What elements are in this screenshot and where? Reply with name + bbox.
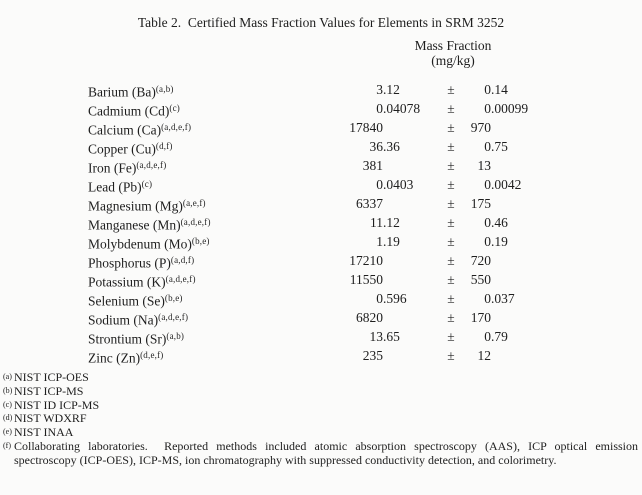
value-integer-part: 11 xyxy=(370,215,383,230)
plus-minus-symbol: ± xyxy=(447,329,455,344)
uncertainty-fraction-part: .00099 xyxy=(491,101,529,116)
uncertainty-integer-part: 550 xyxy=(470,272,491,287)
element-method-refs: (c) xyxy=(141,179,153,189)
footnote-marker: (e) xyxy=(3,427,12,436)
plus-minus-symbol: ± xyxy=(447,253,455,268)
element-label: Iron (Fe) xyxy=(88,160,137,176)
footnote-text: NIST INAA xyxy=(14,425,74,439)
value-integer-part: 6337 xyxy=(356,196,383,211)
footnote-text: NIST WDXRF xyxy=(14,411,87,426)
element-label: Copper (Cu) xyxy=(88,141,156,157)
footnote xyxy=(0,412,642,426)
value-fraction-part: .12 xyxy=(383,215,400,230)
plus-minus-symbol: ± xyxy=(447,196,455,211)
element-method-refs: (a,d,f) xyxy=(170,255,195,265)
plus-minus-symbol: ± xyxy=(447,348,455,363)
uncertainty-fraction-part: .79 xyxy=(491,329,508,344)
uncertainty-fraction-part: .19 xyxy=(491,234,508,249)
plus-minus-symbol: ± xyxy=(447,101,455,116)
value-integer-part: 0 xyxy=(376,101,383,116)
footnote xyxy=(0,399,642,413)
uncertainty-fraction-part: .037 xyxy=(491,291,515,306)
uncertainty-integer-part: 0 xyxy=(484,215,491,230)
uncertainty-fraction-part: .0042 xyxy=(491,177,522,192)
element-method-refs: (a,d,e,f) xyxy=(136,160,167,170)
value-fraction-part: .04078 xyxy=(383,101,421,116)
mass-fraction-column-header xyxy=(415,38,492,68)
element-method-refs: (d,e,f) xyxy=(140,350,164,360)
value-fraction-part: .12 xyxy=(383,82,400,97)
footnote xyxy=(0,426,642,440)
element-method-refs: (a,d,e,f) xyxy=(180,217,211,227)
uncertainty-integer-part: 13 xyxy=(477,158,491,173)
plus-minus-symbol: ± xyxy=(447,291,455,306)
element-method-refs: (c) xyxy=(169,103,180,113)
value-fraction-part: .0403 xyxy=(383,177,414,192)
value-integer-part: 13 xyxy=(369,329,383,344)
table-title: Table 2. Certified Mass Fraction Values for Elements in SRM 3252 xyxy=(137,15,505,30)
value-fraction-part: .36 xyxy=(383,139,400,154)
table-row xyxy=(0,137,642,156)
element-label: Selenium (Se) xyxy=(88,293,165,309)
element-method-refs: (a,b) xyxy=(155,84,174,94)
plus-minus-symbol: ± xyxy=(447,310,455,325)
uncertainty-integer-part: 12 xyxy=(477,348,491,363)
value-fraction-part: .65 xyxy=(383,329,400,344)
uncertainty-integer-part: 0 xyxy=(484,177,491,192)
uncertainty-integer-part: 175 xyxy=(470,196,491,211)
table-row xyxy=(0,118,642,137)
uncertainty-integer-part: 720 xyxy=(470,253,491,268)
plus-minus-symbol: ± xyxy=(447,177,455,192)
uncertainty-integer-part: 970 xyxy=(470,120,491,135)
value-integer-part: 0 xyxy=(376,291,383,306)
uncertainty-integer-part: 0 xyxy=(484,82,491,97)
table-row xyxy=(0,308,642,327)
uncertainty-fraction-part: .75 xyxy=(491,139,508,154)
element-method-refs: (a,e,f) xyxy=(182,198,206,208)
element-method-refs: (b,e) xyxy=(191,236,210,246)
uncertainty-integer-part: 0 xyxy=(484,101,491,116)
footnote-text: NIST ICP-OES xyxy=(14,370,89,384)
footnote-text: spectroscopy (ICP-OES), ICP-MS, ion chromatography with suppressed conductivity detection, and colorimetry. xyxy=(14,452,557,467)
table-rows xyxy=(0,80,642,365)
value-fraction-part: .19 xyxy=(383,234,400,249)
value-integer-part: 1 xyxy=(376,234,383,249)
element-method-refs: (a,d,e,f) xyxy=(165,274,196,284)
footnote-marker: (c) xyxy=(3,399,12,409)
plus-minus-symbol: ± xyxy=(447,120,455,135)
plus-minus-symbol: ± xyxy=(447,82,455,97)
element-label: Cadmium (Cd) xyxy=(88,103,170,119)
element-label: Sodium (Na) xyxy=(88,312,159,328)
element-label: Strontium (Sr) xyxy=(88,331,167,347)
value-integer-part: 3 xyxy=(376,82,383,97)
uncertainty-fraction-part: .14 xyxy=(491,82,508,97)
table-row xyxy=(0,251,642,270)
element-label: Magnesium (Mg) xyxy=(88,198,183,214)
footnote-text: Collaborating laboratories. Reported methods included atomic absorption spectroscopy (AAS), ICP optical emission xyxy=(14,438,638,453)
uncertainty-integer-part: 0 xyxy=(484,329,491,344)
mass-fraction-header-line1: Mass Fraction xyxy=(414,38,492,53)
table-row xyxy=(0,80,642,99)
plus-minus-symbol: ± xyxy=(447,215,455,230)
value-integer-part: 0 xyxy=(376,177,383,192)
value-fraction-part: .596 xyxy=(383,291,407,306)
table-row xyxy=(0,289,642,308)
element-method-refs: (b,e) xyxy=(164,293,183,303)
uncertainty-integer-part: 0 xyxy=(484,234,491,249)
plus-minus-symbol: ± xyxy=(447,234,455,249)
element-label: Calcium (Ca) xyxy=(88,122,162,138)
footnote-text: NIST ID ICP-MS xyxy=(14,397,100,412)
element-label: Molybdenum (Mo) xyxy=(88,236,192,252)
table-row xyxy=(0,99,642,118)
table-row xyxy=(0,194,642,213)
footnote xyxy=(0,385,642,399)
footnote xyxy=(0,440,642,468)
table-row xyxy=(0,346,642,365)
footnote-marker: (d) xyxy=(3,413,13,423)
footnote-marker: (a) xyxy=(3,372,12,381)
element-label: Barium (Ba) xyxy=(88,84,156,100)
plus-minus-symbol: ± xyxy=(447,158,455,173)
value-integer-part: 11550 xyxy=(349,272,383,287)
footnotes xyxy=(0,366,642,467)
uncertainty-fraction-part: .46 xyxy=(491,215,508,230)
footnote-text: NIST ICP-MS xyxy=(14,383,84,398)
value-integer-part: 17840 xyxy=(349,120,383,135)
element-label: Potassium (K) xyxy=(88,274,166,290)
element-label: Zinc (Zn) xyxy=(88,350,141,366)
uncertainty-integer-part: 0 xyxy=(484,139,491,154)
uncertainty-integer-part: 170 xyxy=(470,310,491,325)
value-integer-part: 235 xyxy=(362,348,383,363)
uncertainty-integer-part: 0 xyxy=(484,291,491,306)
footnote-marker: (b) xyxy=(3,385,13,395)
plus-minus-symbol: ± xyxy=(447,139,455,154)
table-row xyxy=(0,175,642,194)
value-integer-part: 17210 xyxy=(349,253,383,268)
element-label: Manganese (Mn) xyxy=(88,217,181,233)
value-integer-part: 381 xyxy=(362,158,383,173)
element-method-refs: (a,d,e,f) xyxy=(161,122,192,132)
table-row xyxy=(0,327,642,346)
table-row xyxy=(0,213,642,232)
element-label: Phosphorus (P) xyxy=(88,255,171,271)
element-method-refs: (a,b) xyxy=(166,331,185,341)
element-label: Lead (Pb) xyxy=(88,179,142,195)
footnote-marker: (f) xyxy=(3,440,11,450)
footnote xyxy=(0,371,642,385)
table-row xyxy=(0,270,642,289)
value-integer-part: 36 xyxy=(369,139,383,154)
element-method-refs: (a,d,e,f) xyxy=(158,312,189,322)
plus-minus-symbol: ± xyxy=(447,272,455,287)
table-row xyxy=(0,156,642,175)
element-method-refs: (d,f) xyxy=(155,141,173,151)
mass-fraction-header-line2: (mg/kg) xyxy=(431,53,475,68)
value-integer-part: 6820 xyxy=(356,310,383,325)
table-row xyxy=(0,232,642,251)
